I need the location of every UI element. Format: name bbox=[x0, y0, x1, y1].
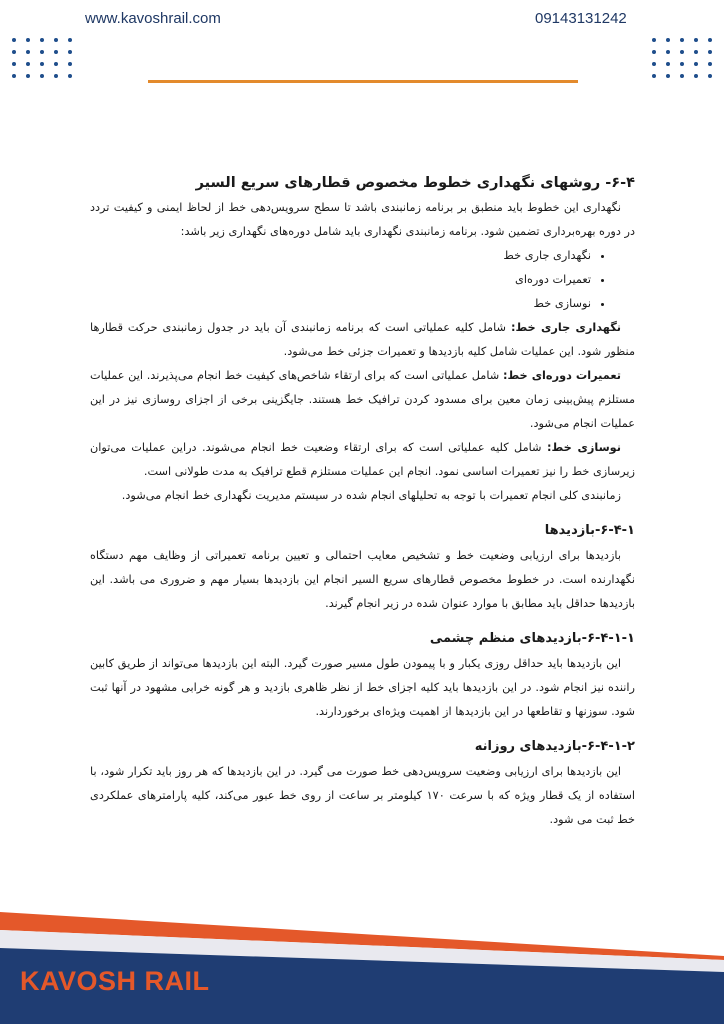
maintenance-list bbox=[90, 244, 635, 316]
paragraph-text: شامل کلیه عملیاتی است که برنامه زمانبندی آن باید در جدول زمانبندی حرکت قطارها منظور شود. این عملیات شامل کلیه بازدیدها و تعمیرات جزئی خط می‌شود. bbox=[90, 321, 635, 358]
footer-banner bbox=[0, 890, 724, 1024]
intro-paragraph: نگهداری این خطوط باید منطبق بر برنامه زمانبندی باشد تا سطح سرویس‌دهی خط از لحاظ ایمنی و کیفیت تردد در دوره بهره‌برداری تضمین شود. برنامه زمانبندی نگهداری باید شامل دوره‌های نگهداری زیر باشد: bbox=[90, 201, 635, 238]
list-item: • نوسازی خط bbox=[90, 292, 591, 316]
list-item: • نگهداری جاری خط bbox=[90, 244, 591, 268]
subsection-title: ۶-۴-۱-۱-بازدیدهای منظم چشمی bbox=[429, 631, 635, 646]
visual-inspections-paragraph: این بازدیدها باید حداقل روزی یکبار و با پیمودن طول مسیر صورت گیرد. البته این بازدیدها می‌تواند از طریق کابین راننده نیز انجام شود. در این بازدیدها باید کلیه اجزای خط از نظر ظاهری بازدید و هر گونه خرابی مشهود در آنها ثبت شود. سوزنها و تقاطعها در این بازدیدها از اهمیت ویژه‌ای برخوردارند. bbox=[90, 657, 635, 718]
section-title: ۶-۴- روشهای نگهداری خطوط مخصوص قطارهای سریع السیر bbox=[195, 175, 635, 191]
decorative-dots-left bbox=[12, 38, 74, 78]
paragraph-text: شامل عملیاتی است که برای ارتقاء شاخص‌های کیفیت خط انجام می‌پذیرند. این عملیات مستلزم پیش‌بینی زمان معین برای مسدود کردن ترافیک خط هستند. جایگزینی برخی از اجزای روسازی نیز در این عملیات انجام می‌شود. bbox=[90, 369, 635, 430]
website-url[interactable]: www.kavoshrail.com bbox=[85, 10, 221, 27]
inspections-paragraph: بازدیدها برای ارزیابی وضعیت خط و تشخیص معایب احتمالی و تعیین برنامه تعمیراتی از وظایف مهم دستگاه نگهدارنده است. در خطوط مخصوص قطارهای سریع السیر انجام این بازدیدها بسیار مهم و ضروری می باشد. این بازدیدها حداقل باید مطابق با موارد عنوان شده در زیر انجام گیرند. bbox=[90, 549, 635, 610]
renewal-paragraph bbox=[90, 436, 635, 484]
paragraph-text: شامل کلیه عملیاتی است که برای ارتقاء وضعیت خط انجام می‌شوند. دراین عملیات می‌توان زیرسازی خط را نیز تعمیرات اساسی نمود. انجام این عملیات مستلزم قطع ترافیک به مدت طولانی است. bbox=[90, 441, 635, 478]
term-label: نوسازی خط: bbox=[546, 441, 621, 454]
document-body bbox=[90, 170, 635, 832]
brand-logo-text: KAVOSH RAIL bbox=[20, 966, 210, 996]
header-divider bbox=[148, 80, 578, 83]
list-item: • تعمیرات دوره‌ای bbox=[90, 268, 591, 292]
routine-maintenance-paragraph bbox=[90, 316, 635, 364]
term-label: تعمیرات دوره‌ای خط: bbox=[502, 369, 621, 382]
subsection-title: ۶-۴-۱-۲-بازدیدهای روزانه bbox=[474, 739, 635, 754]
term-label: نگهداری جاری خط: bbox=[510, 321, 622, 334]
decorative-dots-right bbox=[652, 38, 714, 78]
subsection-title: ۶-۴-۱-بازدیدها bbox=[544, 523, 635, 538]
periodic-repair-paragraph bbox=[90, 364, 635, 436]
scheduling-paragraph: زمانبندی کلی انجام تعمیرات با توجه به تحلیلهای انجام شده در سیستم مدیریت نگهداری خط انجام می‌شود. bbox=[121, 489, 621, 502]
daily-inspections-paragraph: این بازدیدها برای ارزیابی وضعیت سرویس‌دهی خط صورت می گیرد. در این بازدیدها که هر روز باید تکرار شود، با استفاده از یک قطار ویژه که با سرعت ۱۷۰ کیلومتر بر ساعت از روی خط عبور می‌کند، کلیه پارامترهای عملکردی خط ثبت می شود. bbox=[90, 765, 635, 826]
phone-number: 09143131242 bbox=[535, 10, 627, 27]
